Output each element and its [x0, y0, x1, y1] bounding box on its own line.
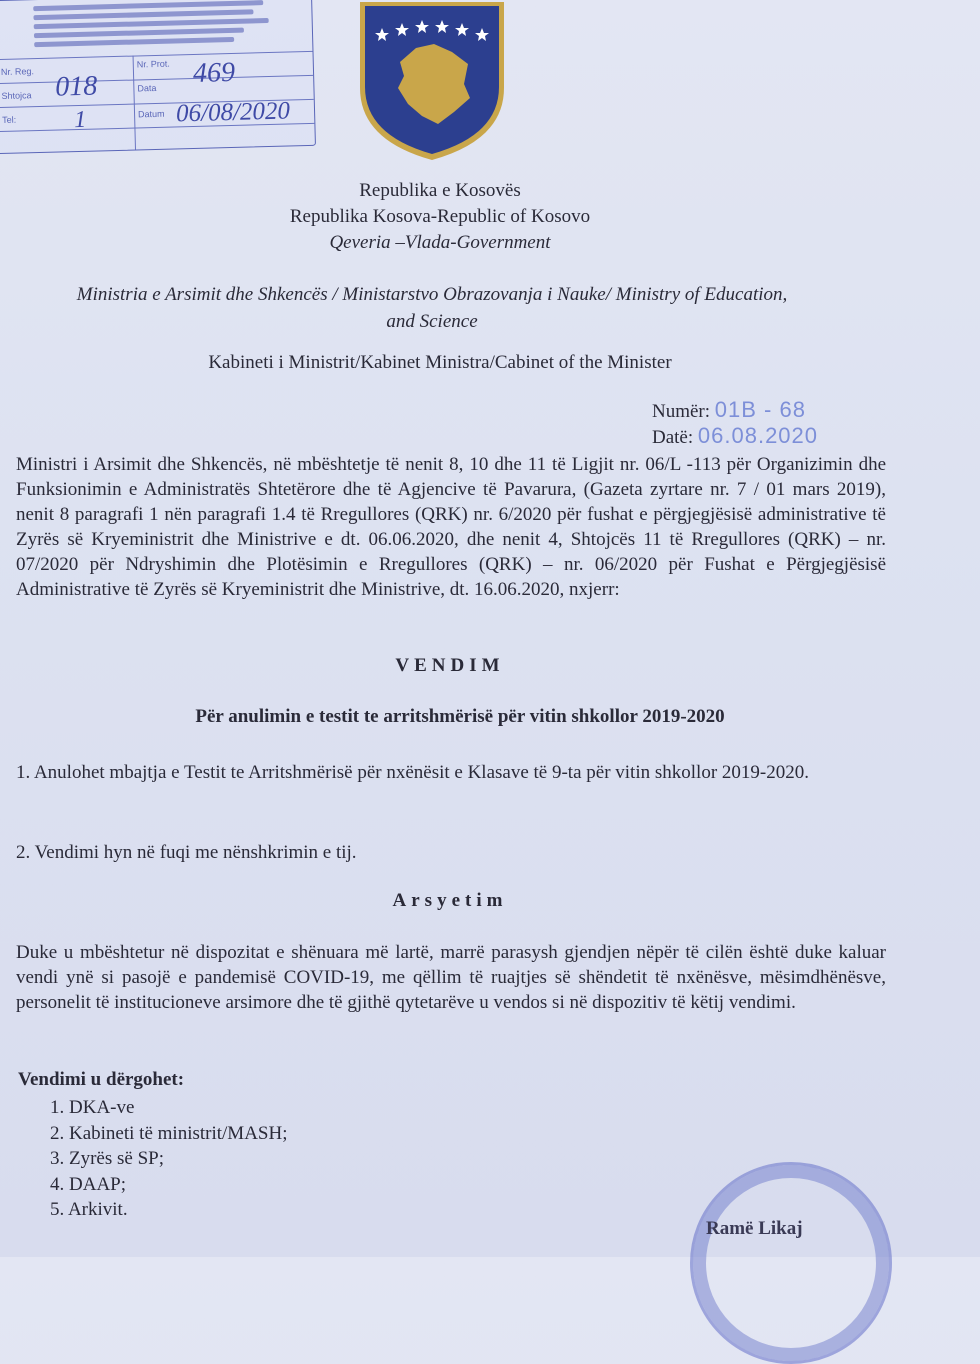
distribution-label: Vendimi u dërgohet: [18, 1069, 185, 1090]
stamp-header-lines [33, 0, 274, 51]
decision-subtitle: Për anulimin e testit te arritshmërisë për vitin shkollor 2019-2020 [195, 706, 725, 727]
legal-basis-paragraph: Ministri i Arsimit dhe Shkencës, në mbështetje të nenit 8, 10 dhe 11 të Ligjit nr. 06/L -113 për Organizimin dhe Funksionimin e Administratës Shtetërore dhe të Agjencive të Pavarura, (Gazeta zyrtare nr. 7 / 01 mars 2019), nenit 8 paragrafi 1 nën paragrafi 1.4 të Rregullores (QRK) nr. 6/2020 për fushat e përgjegjësisë administrative të Zyrës së Kryeministrit dhe Ministrive e dt. 06.06.2020, dhe nenit 4, Shtojcës 11 të Rregullores (QRK) – nr. 07/2020 për Ndryshimin dhe Plotësimin e Rregullores (QRK) – nr. 06/2020 për Fushat e Përgjegjësisë Administrative të Zyrës së Kryeministrit dhe Ministrive, dt. 16.06.2020, nxjerr: [16, 454, 886, 600]
ministry-line-2: and Science [386, 311, 478, 332]
government-name: Qeveria –Vlada-Government [329, 232, 551, 253]
country-name-multilingual: Republika Kosova-Republic of Kosovo [289, 206, 591, 227]
signatory-name: Ramë Likaj [706, 1218, 803, 1239]
date-label: Datë: [652, 427, 694, 448]
number-label: Numër: [652, 401, 711, 422]
list-item: 1. DKA-ve [50, 1097, 135, 1118]
reasoning-paragraph: Duke u mbështetur në dispozitat e shënuara më lartë, marrë parasysh gjendjen nëpër të cilën është duke kaluar vendi ynë si pasojë e pandemisë COVID-19, me qëllim të ruajtjes së shëndetit të nxënësve, mësimdhënësve, personelit të institucioneve arsimore dhe të gjithë qytetarëve u vendos si në dispozitiv të këtij vendimi. [16, 942, 886, 1013]
kosovo-coat-of-arms [356, 0, 508, 162]
date-value: 06.08.2020 [697, 423, 819, 448]
stamp-date: 06/08/2020 [175, 97, 291, 128]
country-name-albanian: Republika e Kosovës [359, 180, 521, 201]
decision-item-2: 2. Vendimi hyn në fuqi me nënshkrimin e tij. [16, 842, 357, 863]
list-item: 4. DAAP; [50, 1173, 127, 1195]
reasoning-title: Arsyetim [392, 890, 508, 911]
decision-title: VENDIM [395, 655, 505, 676]
stamp-reg-number: 018 [54, 70, 98, 103]
list-item: 5. Arkivit. [50, 1199, 128, 1220]
stamp-attachments: 1 [73, 106, 87, 134]
cabinet-name: Kabineti i Ministrit/Kabinet Ministra/Cabinet of the Minister [208, 352, 672, 373]
ministry-line-1: Ministria e Arsimit dhe Shkencës / Ministarstvo Obrazovanja i Nauke/ Ministry of Education, [76, 284, 788, 305]
list-item: 2. Kabineti të ministrit/MASH; [50, 1122, 288, 1144]
reference-block [652, 397, 818, 449]
ministry-name [12, 281, 852, 335]
list-item: 3. Zyrës së SP; [50, 1148, 164, 1169]
official-round-stamp [690, 1162, 892, 1364]
decision-item-1: 1. Anulohet mbajtja e Testit te Arritshmërisë për nxënësit e Klasave të 9-ta për vitin shkollor 2019-2020. [16, 762, 809, 783]
distribution-list [50, 1095, 288, 1223]
registration-stamp: Nr. Reg. Shtojca Tel: Nr. Prot. Data Datum 018 469 1 06/08/2020 [0, 0, 316, 154]
stamp-protocol-number: 469 [192, 56, 236, 89]
number-value: 01B - 68 [714, 397, 806, 422]
